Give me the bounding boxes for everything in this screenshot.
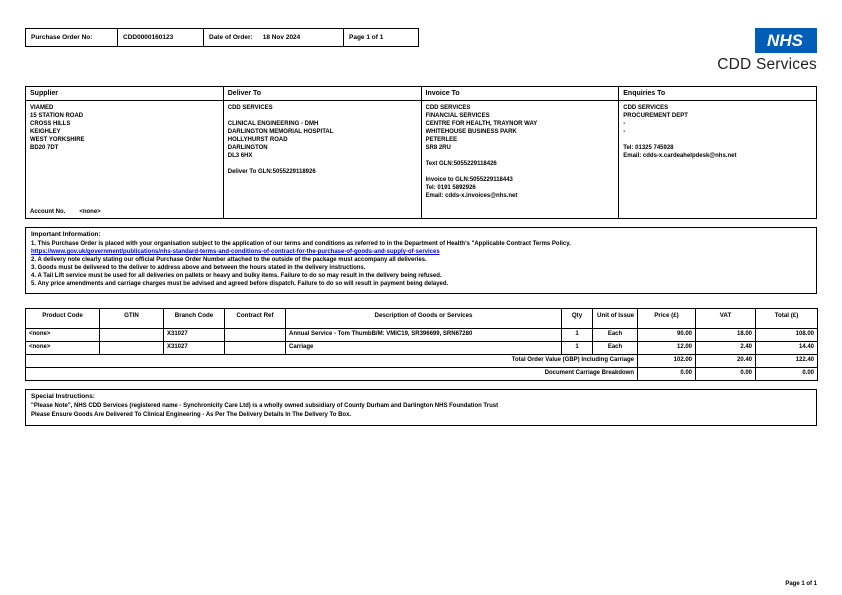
invoice-line: CDD SERVICES <box>425 105 471 111</box>
account-number-value: <none> <box>79 209 101 215</box>
item-price: 12.00 <box>638 342 696 355</box>
nhs-logo: NHS <box>755 28 817 53</box>
invoice-to-address <box>421 101 619 219</box>
item-description: Annual Service - Tom ThumbB/M: VMIC19, SR396699, SRN67280 <box>286 329 562 342</box>
deliver-line: DL3 6HX <box>227 153 253 159</box>
invoice-tel: Tel: 0191 5892926 <box>425 185 476 191</box>
order-items-table <box>25 308 818 381</box>
header-row <box>25 28 817 86</box>
col-qty: Qty <box>562 309 593 329</box>
supplier-line: WEST YORKSHIRE <box>30 137 85 143</box>
item-qty: 1 <box>562 329 593 342</box>
enquiries-tel: Tel: 01325 745928 <box>623 145 674 151</box>
item-product-code: <none> <box>26 342 100 355</box>
po-number-value: CDD0000160123 <box>118 29 204 46</box>
invoice-to-header: Invoice To <box>421 87 619 101</box>
po-number-label: Purchase Order No: <box>26 29 118 46</box>
important-item-5: 5. Any price amendments and carriage charges must be advised and agreed before dispatch. Failure to do so will result in payment being delayed. <box>31 281 449 287</box>
deliver-gln: Deliver To GLN:5055229118926 <box>227 169 316 175</box>
col-vat: VAT <box>696 309 756 329</box>
brand-name: CDD Services <box>717 56 817 73</box>
item-description: Carriage <box>286 342 562 355</box>
item-contract-ref <box>225 329 286 342</box>
invoice-line: CENTRE FOR HEALTH, TRAYNOR WAY <box>425 121 538 127</box>
supplier-account-row <box>30 209 219 215</box>
brand-block <box>717 28 817 74</box>
item-qty: 1 <box>562 342 593 355</box>
deliver-line: DARLINGTON MEMORIAL HOSPITAL <box>227 129 334 135</box>
supplier-line: VIAMED <box>30 105 54 111</box>
total-order-price: 102.00 <box>638 355 696 368</box>
deliver-to-address <box>223 101 421 219</box>
invoice-email: Email: cdds-x.invoices@nhs.net <box>425 193 518 199</box>
carriage-price: 0.00 <box>638 368 696 381</box>
enquiries-to-address <box>619 101 817 219</box>
important-item-1: 1. This Purchase Order is placed with your organisation subject to the application of our terms and conditions as referred to in the Department of Health's "Applicable Contract Terms Policy. <box>31 241 571 247</box>
footer-page-number: Page 1 of 1 <box>785 581 817 587</box>
deliver-to-header: Deliver To <box>223 87 421 101</box>
item-gtin <box>100 342 164 355</box>
col-description: Description of Goods or Services <box>286 309 562 329</box>
invoice-line: WHITEHOUSE BUSINESS PARK <box>425 129 517 135</box>
invoice-line <box>426 168 615 176</box>
special-instructions-title: Special Instructions: <box>31 393 95 400</box>
total-order-value-label: Total Order Value (GBP) Including Carriage <box>26 355 638 368</box>
invoice-line <box>426 152 615 160</box>
enquiries-line <box>623 136 812 144</box>
col-branch-code: Branch Code <box>164 309 225 329</box>
invoice-line: PETERLEE <box>425 137 458 143</box>
total-order-vat: 20.40 <box>696 355 756 368</box>
deliver-line: HOLLYHURST ROAD <box>227 137 288 143</box>
terms-link[interactable]: https://www.gov.uk/government/publications/nhs-standard-terms-and-conditions-of-contract-for-the-purchase-of-goods-and-supply-of-services <box>31 249 440 255</box>
special-instructions-line-1: "Please Note", NHS CDD Services (registered name - Synchronicity Care Ltd) is a wholly owned subsidiary of County Durham and Darlington NHS Foundation Trust <box>31 403 499 409</box>
col-price: Price (£) <box>638 309 696 329</box>
carriage-breakdown-row <box>26 368 818 381</box>
invoice-line: FINANCIAL SERVICES <box>425 113 490 119</box>
enquiries-to-header: Enquiries To <box>619 87 817 101</box>
important-information-title: Important Information: <box>31 231 101 238</box>
col-product-code: Product Code <box>26 309 100 329</box>
item-gtin <box>100 329 164 342</box>
important-item-4: 4. A Tail Lift service must be used for all deliveries on pallets or heavy and bulky items. Failure to do so may result in the delivery being refused. <box>31 273 442 279</box>
item-branch-code: X31027 <box>164 342 225 355</box>
item-unit: Each <box>593 329 638 342</box>
address-table <box>25 86 817 219</box>
po-summary-bar <box>25 28 419 47</box>
enquiries-line: - <box>623 121 626 127</box>
total-order-value-row <box>26 355 818 368</box>
item-contract-ref <box>225 342 286 355</box>
invoice-line: SR8 2RU <box>425 145 451 151</box>
item-product-code: <none> <box>26 329 100 342</box>
account-number-label: Account No. <box>30 209 66 215</box>
supplier-line: 15 STATION ROAD <box>30 113 84 119</box>
important-information-box <box>25 227 817 294</box>
supplier-line: BD20 7DT <box>30 145 59 151</box>
special-instructions-box <box>25 389 817 426</box>
enquiries-line: - <box>623 129 626 135</box>
important-item-2: 2. A delivery note clearly stating our official Purchase Order Number attached to the outside of the package must accompany all deliveries. <box>31 257 427 263</box>
invoice-text-gln: Text GLN:5055229118426 <box>425 161 497 167</box>
item-vat: 18.00 <box>696 329 756 342</box>
supplier-header: Supplier <box>26 87 224 101</box>
item-branch-code: X31027 <box>164 329 225 342</box>
col-total: Total (£) <box>756 309 818 329</box>
supplier-line: CROSS HILLS <box>30 121 71 127</box>
important-item-3: 3. Goods must be delivered to the deliver to address above and between the hours stated in the delivery instructions. <box>31 265 366 271</box>
deliver-line: CLINICAL ENGINEERING - DMH <box>227 121 319 127</box>
carriage-vat: 0.00 <box>696 368 756 381</box>
item-unit: Each <box>593 342 638 355</box>
col-gtin: GTIN <box>100 309 164 329</box>
item-total: 108.00 <box>756 329 818 342</box>
order-date-label: Date of Order: <box>209 34 253 41</box>
enquiries-line: PROCUREMENT DEPT <box>623 113 688 119</box>
page-indicator: Page 1 of 1 <box>349 34 384 41</box>
total-order-total: 122.40 <box>756 355 818 368</box>
deliver-line: CDD SERVICES <box>227 105 273 111</box>
order-date-value: 18 Nov 2024 <box>262 34 301 41</box>
table-row <box>26 329 818 342</box>
deliver-line: DARLINGTON <box>227 145 268 151</box>
supplier-address <box>26 101 224 219</box>
deliver-line <box>228 160 417 168</box>
enquiries-line: CDD SERVICES <box>623 105 669 111</box>
col-contract-ref: Contract Ref <box>225 309 286 329</box>
invoice-gln: Invoice to GLN:5055229118443 <box>425 177 513 183</box>
carriage-total: 0.00 <box>756 368 818 381</box>
item-price: 90.00 <box>638 329 696 342</box>
item-total: 14.40 <box>756 342 818 355</box>
enquiries-email: Email: cdds-x.cardeahelpdesk@nhs.net <box>623 153 737 159</box>
carriage-breakdown-label: Document Carriage Breakdown <box>26 368 638 381</box>
supplier-line: KEIGHLEY <box>30 129 61 135</box>
table-row <box>26 342 818 355</box>
deliver-line <box>228 112 417 120</box>
col-unit-of-issue: Unit of Issue <box>593 309 638 329</box>
item-vat: 2.40 <box>696 342 756 355</box>
order-date-cell <box>204 29 344 46</box>
special-instructions-line-2: Please Ensure Goods Are Delivered To Clinical Engineering - As Per The Delivery Details In The Delivery To Box. <box>31 411 352 418</box>
